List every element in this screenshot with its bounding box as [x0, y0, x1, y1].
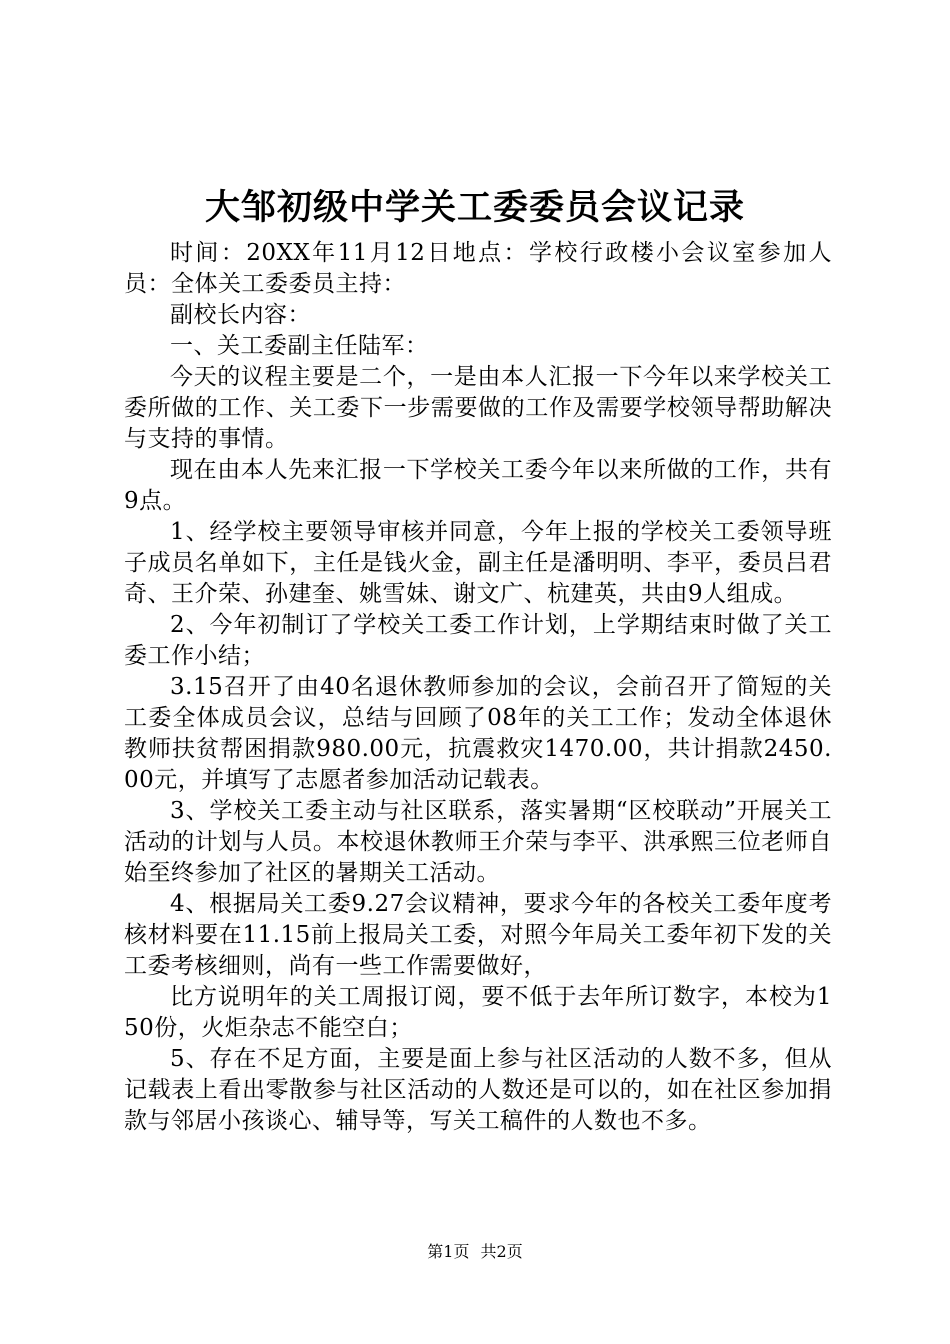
paragraph-agenda: 今天的议程主要是二个，一是由本人汇报一下今年以来学校关工委所做的工作、关工委下一步需要做的工作及需要学校领导帮助解决与支持的事情。 — [124, 364, 832, 452]
paragraph-item-4: 4、根据局关工委9.27会议精神，要求今年的各校关工委年度考核材料要在11.15前上报局关工委，对照今年局关工委年初下发的关工委考核细则，尚有一些工作需要做好， — [124, 891, 832, 979]
paragraph-item-1: 1、经学校主要领导审核并同意，今年上报的学校关工委领导班子成员名单如下，主任是钱火金，副主任是潘明明、李平，委员吕君奇、王介荣、孙建奎、姚雪妹、谢文广、杭建英，共由9人组成。 — [124, 519, 832, 607]
page-footer — [0, 1241, 950, 1263]
page-total: 共2页 — [480, 1242, 523, 1261]
paragraph-content-label: 副校长内容： — [170, 302, 311, 328]
paragraph-meeting-info: 时间：20XX年11月12日地点：学校行政楼小会议室参加人员：全体关工委委员主持： — [124, 240, 832, 297]
paragraph-item-3: 3、学校关工委主动与社区联系，落实暑期“区校联动”开展关工活动的计划与人员。本校退休教师王介荣与李平、洪承熙三位老师自始至终参加了社区的暑期关工活动。 — [124, 798, 832, 886]
paragraph-speaker: 一、关工委副主任陆军： — [170, 333, 429, 359]
paragraph-item-4-detail: 比方说明年的关工周报订阅，要不低于去年所订数字，本校为150份，火炬杂志不能空白； — [124, 984, 832, 1041]
document-body — [124, 238, 832, 1137]
paragraph-item-5: 5、存在不足方面，主要是面上参与社区活动的人数不多，但从记载表上看出零散参与社区活动的人数还是可以的，如在社区参加捐款与邻居小孩谈心、辅导等，写关工稿件的人数也不多。 — [124, 1046, 832, 1134]
paragraph-item-2-detail: 3.15召开了由40名退休教师参加的会议，会前召开了简短的关工委全体成员会议，总结与回顾了08年的关工工作；发动全体退休教师扶贫帮困捐款980.00元，抗震救灾1470.00，共计捐款2450.00元，并填写了志愿者参加活动记载表。 — [124, 674, 832, 793]
document-title: 大邹初级中学关工委委员会议记录 — [204, 187, 745, 228]
paragraph-item-2: 2、今年初制订了学校关工委工作计划，上学期结束时做了关工委工作小结； — [124, 612, 832, 669]
paragraph-report-intro: 现在由本人先来汇报一下学校关工委今年以来所做的工作，共有9点。 — [124, 457, 832, 514]
page-number: 第1页 — [427, 1242, 470, 1261]
